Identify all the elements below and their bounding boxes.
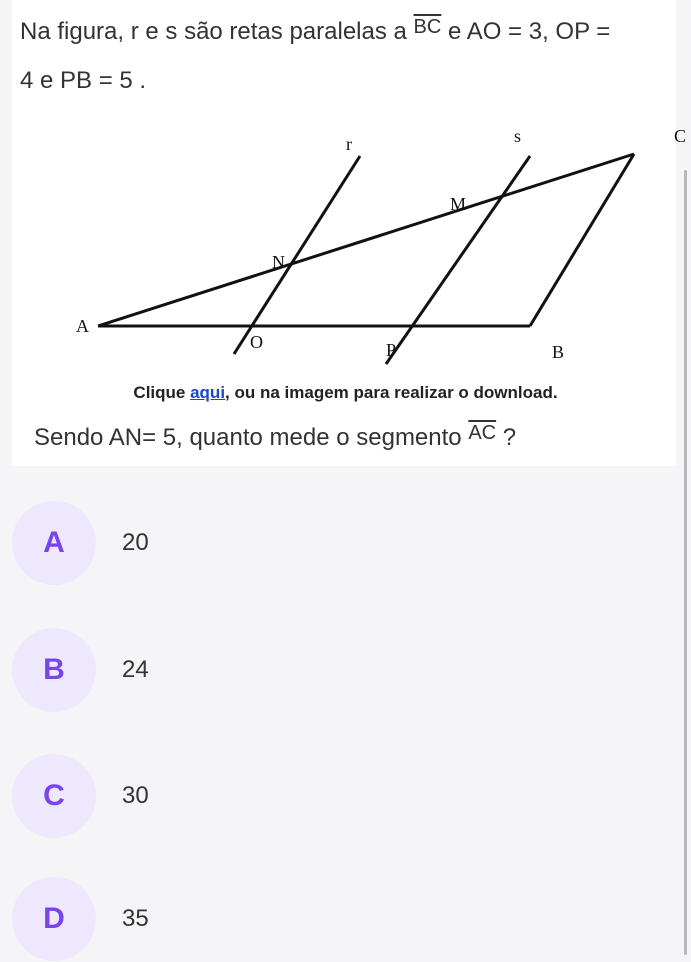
label-p: P [386, 340, 397, 360]
option-a[interactable] [12, 500, 672, 586]
option-c[interactable] [12, 753, 672, 839]
segment-ac: AC [468, 422, 497, 444]
segment-bc: BC [413, 16, 442, 38]
question-text: Sendo AN= 5, quanto mede o segmento $^{\overline{AC}}$ ? [34, 422, 517, 451]
option-b[interactable] [12, 627, 672, 713]
stem-text-2: e AO = 3, OP = [441, 18, 611, 45]
line-r [234, 156, 360, 354]
line-bc [530, 154, 634, 326]
download-link[interactable]: aqui [190, 383, 226, 402]
download-caption: Clique aqui, ou na imagem para realizar o download. [133, 383, 558, 402]
option-letter-c: C [12, 754, 96, 838]
label-a: A [76, 316, 89, 336]
option-text-d: 35 [122, 905, 149, 932]
option-letter-b: B [12, 628, 96, 712]
label-b: B [552, 342, 565, 362]
option-letter-a: A [12, 501, 96, 585]
stem-text-1: Na figura, r e s são retas paralelas a [20, 18, 414, 45]
option-text-b: 24 [122, 656, 149, 683]
stem-text-3: 4 e PB = 5 . [20, 67, 147, 94]
label-r: r [346, 134, 352, 154]
option-text-c: 30 [122, 782, 149, 809]
label-o: O [250, 332, 263, 352]
line-s [386, 156, 530, 364]
label-c: C [674, 126, 687, 146]
label-m: M [450, 194, 467, 214]
option-text-a: 20 [122, 529, 149, 556]
label-s: s [514, 126, 522, 146]
question-stem [20, 8, 680, 105]
label-n: N [272, 252, 285, 272]
option-d[interactable] [12, 876, 672, 962]
scrollbar[interactable] [684, 170, 687, 955]
option-letter-d: D [12, 877, 96, 961]
line-ac [98, 154, 634, 326]
geometry-figure[interactable] [60, 118, 691, 380]
